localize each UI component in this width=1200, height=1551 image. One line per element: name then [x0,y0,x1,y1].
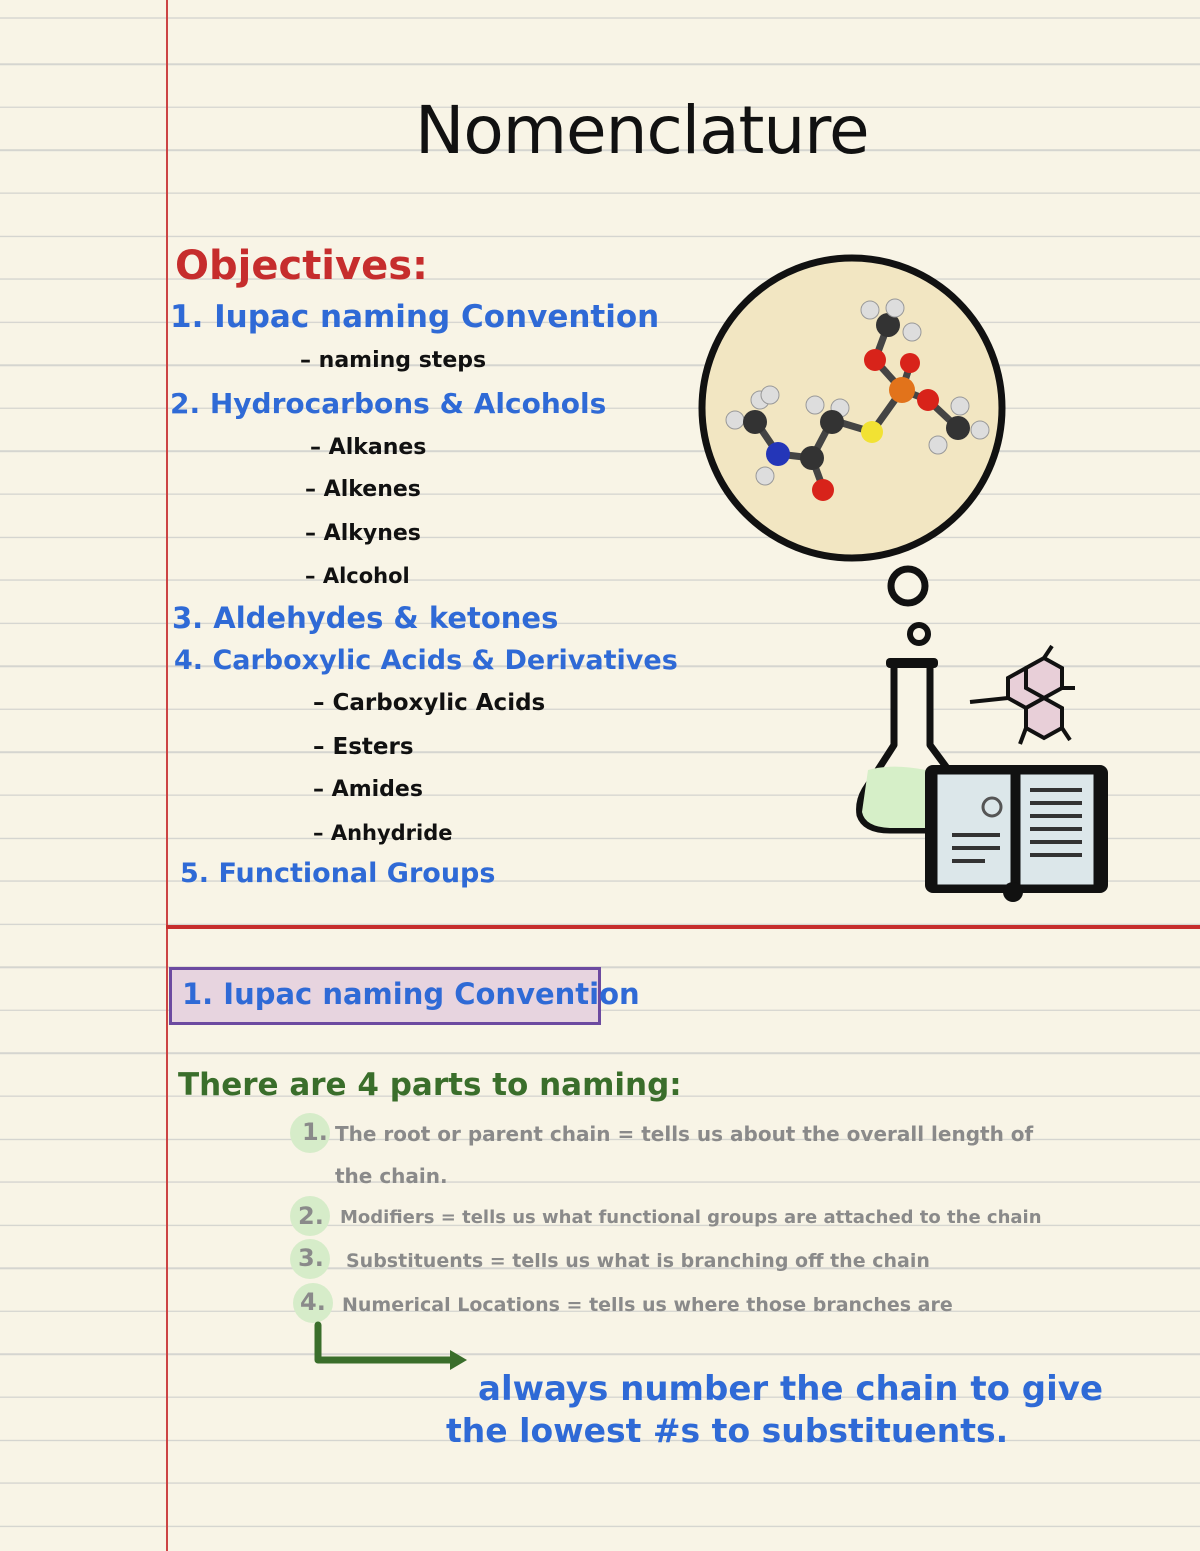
note-line-1: always number the chain to give [478,1369,1103,1409]
arrow-icon [305,1320,475,1380]
objectives-heading: Objectives: [175,243,429,289]
objective-5: 5. Functional Groups [180,858,496,889]
objective-1-sub-1: – naming steps [300,350,486,372]
section-divider [166,925,1200,929]
objective-4-sub-2: – Esters [313,736,414,759]
note-line-2: the lowest #s to substituents. [446,1411,1009,1450]
objective-2-sub-3: – Alkynes [305,523,421,545]
objective-4-sub-3: – Amides [313,779,423,801]
objective-4-sub-4: – Anhydride [313,823,453,844]
parts-heading: There are 4 parts to naming: [178,1067,682,1103]
book-icon [925,765,1108,902]
part-4-text: Numerical Locations = tells us where those branches are [342,1294,953,1316]
chemistry-illustration [690,250,1120,910]
objective-1: 1. Iupac naming Convention [170,299,660,335]
part-2-text: Modifiers = tells us what functional groups are attached to the chain [340,1207,1042,1228]
part-1-text-cont: the chain. [335,1164,448,1188]
part-4-number: 4. [300,1288,326,1316]
objective-2-sub-4: – Alcohol [305,566,410,587]
part-1-text: The root or parent chain = tells us about the overall length of [335,1122,1034,1146]
section-box-label: 1. Iupac naming Convention [182,977,640,1011]
margin-line [166,0,168,1551]
part-3-text: Substituents = tells us what is branching off the chain [346,1250,930,1272]
objective-3: 3. Aldehydes & ketones [172,601,559,635]
bubble-dot-small [910,625,928,643]
bubble-dot-large [891,569,925,603]
page-title: Nomenclature [415,92,869,169]
objective-4: 4. Carboxylic Acids & Derivatives [174,645,678,676]
hexagon-ring-icon [970,646,1075,744]
objective-4-sub-1: – Carboxylic Acids [313,692,545,715]
part-3-number: 3. [298,1244,324,1272]
part-1-number: 1. [302,1118,328,1146]
part-2-number: 2. [298,1202,324,1230]
objective-2-sub-2: – Alkenes [305,479,421,501]
objective-2: 2. Hydrocarbons & Alcohols [170,387,607,420]
objective-2-sub-1: – Alkanes [310,437,426,459]
